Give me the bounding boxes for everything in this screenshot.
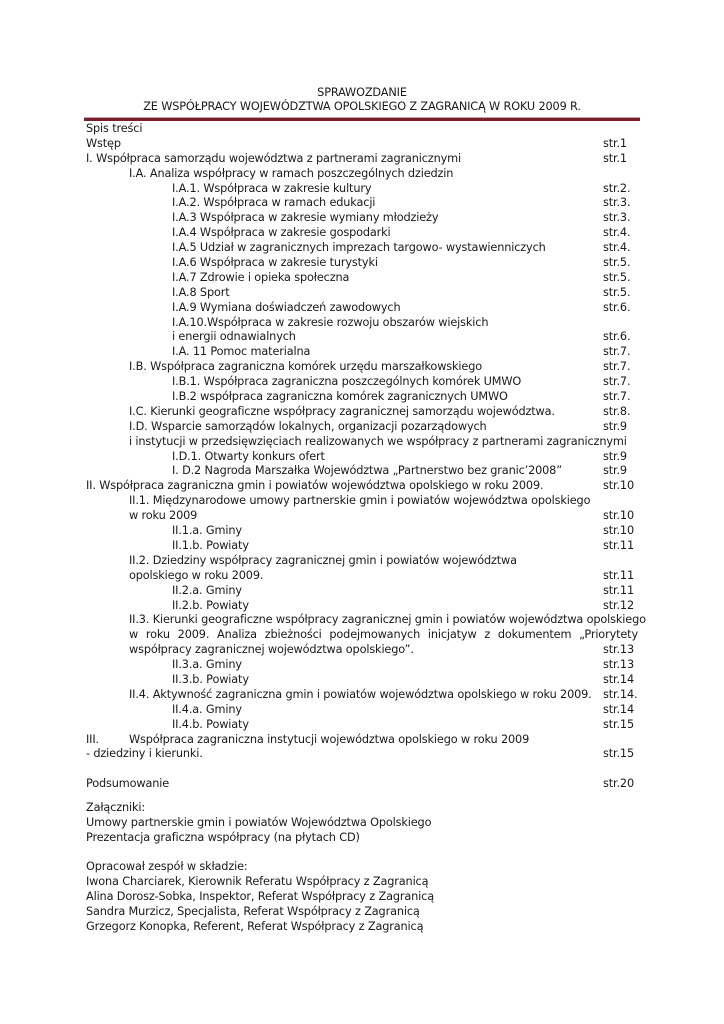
toc-item: I.B. Współpraca zagraniczna komórek urzędu marszałkowskiego str.7. [129,360,631,374]
toc-item: II.4.b. Powiaty str.15 [172,717,634,731]
toc-item: II.3.b. Powiaty str.14 [172,672,634,686]
toc-item: Wstęp str.1 [86,136,627,150]
toc-item: I.A.8 Sport str.5. [172,285,631,299]
team-heading: Opracował zespół w składzie: [86,860,248,873]
table-of-contents [0,122,724,792]
toc-item: II.1.a. Gminy str.10 [172,524,634,538]
toc-item: I.B.1. Współpraca zagraniczna poszczególnych komórek UMWO str.7. [172,375,631,389]
toc-item: II.3.a. Gminy str.13 [172,658,634,672]
toc-item: I.B.2 współpraca zagraniczna komórek zagranicznych UMWO str.7. [172,390,631,404]
team-member: Sandra Murzicz, Specjalista, Referat Współpracy z Zagranicą [86,904,420,918]
toc-item: i energii odnawialnych str.6. [172,330,631,344]
attachment-item: Prezentacja graficzna współpracy (na płytach CD) [86,830,360,844]
toc-item: II.4. Aktywność zagraniczna gmin i powiatów województwa opolskiego w roku 2009. str.14. [129,687,638,701]
toc-item: I.A.6 Współpraca w zakresie turystyki str.5. [172,256,631,270]
attachment-item: Umowy partnerskie gmin i powiatów Województwa Opolskiego [86,815,432,829]
title-divider [84,117,640,121]
toc-item: I.A. Analiza współpracy w ramach poszczególnych dziedzin [129,166,454,180]
toc-heading: Spis treści [86,122,143,135]
toc-item: II.1.b. Powiaty str.11 [172,538,634,552]
toc-item: I.A.3 Współpraca w zakresie wymiany młodzieży str.3. [172,211,631,225]
team-member: Grzegorz Konopka, Referent, Referat Współpracy z Zagranicą [86,919,424,933]
attachments-heading: Załączniki: [86,801,146,814]
toc-item: I.A.7 Zdrowie i opieka społeczna str.5. [172,270,631,284]
toc-item: II.4.a. Gminy str.14 [172,702,634,716]
toc-item: II.2. Dziedziny współpracy zagranicznej gmin i powiatów województwa [129,553,517,567]
toc-item: I.A.1. Współpraca w zakresie kultury str.2. [172,181,631,195]
toc-item: II.2.b. Powiaty str.12 [172,598,634,612]
report-title: SPRAWOZDANIE [317,86,407,99]
toc-item: w roku 2009. Analiza zbieżności podejmowanych inicjatyw z dokumentem „Priorytety [129,628,638,642]
toc-item: Podsumowanie str.20 [86,777,634,791]
toc-item: I.A. 11 Pomoc materialna str.7. [172,345,631,359]
toc-item: I. Współpraca samorządu województwa z partnerami zagranicznymi str.1 [86,151,627,165]
toc-item: I.D.1. Otwarty konkurs ofert str.9 [172,449,627,463]
toc-item: II.1. Międzynarodowe umowy partnerskie gmin i powiatów województwa opolskiego [129,494,591,508]
toc-item: III. Współpraca zagraniczna instytucji województwa opolskiego w roku 2009 [86,732,530,746]
team-section [86,860,434,934]
toc-item: I.A.10.Współpraca w zakresie rozwoju obszarów wiejskich [172,315,489,329]
toc-item: I.A.4 Współpraca w zakresie gospodarki str.4. [172,226,631,240]
toc-item: i instytucji w przedsięwzięciach realizowanych we współpracy z partnerami zagranicznymi [129,434,627,448]
toc-item: współpracy zagranicznej województwa opolskiego”. str.13 [129,643,634,657]
toc-item: II.3. Kierunki geograficzne współpracy zagranicznej gmin i powiatów województwa opolskiego [129,613,646,627]
toc-item: I.A.5 Udział w zagranicznych imprezach targowo- wystawienniczych str.4. [172,241,631,255]
toc-item: w roku 2009 str.10 [129,509,634,523]
toc-item: I. D.2 Nagroda Marszałka Województwa „Partnerstwo bez granic’2008” str.9 [172,464,627,478]
team-member: Iwona Charciarek, Kierownik Referatu Współpracy z Zagranicą [86,874,429,888]
toc-item: I.A.2. Współpraca w ramach edukacji str.3. [172,196,631,210]
team-member: Alina Dorosz-Sobka, Inspektor, Referat Współpracy z Zagranicą [86,889,434,903]
toc-item: II.2.a. Gminy str.11 [172,583,634,597]
report-subtitle: ZE WSPÓŁPRACY WOJEWÓDZTWA OPOLSKIEGO Z ZAGRANICĄ W ROKU 2009 R. [143,100,581,113]
toc-item: I.D. Wsparcie samorządów lokalnych, organizacji pozarządowych str.9 [129,419,627,433]
toc-item: I.A.9 Wymiana doświadczeń zawodowych str.6. [172,300,631,314]
toc-item: opolskiego w roku 2009. str.11 [129,568,634,582]
toc-item: II. Współpraca zagraniczna gmin i powiatów województwa opolskiego w roku 2009. str.10 [86,479,634,493]
toc-item: I.C. Kierunki geograficzne współpracy zagranicznej samorządu województwa. str.8. [129,404,631,418]
attachments-section [86,801,431,846]
toc-item: - dziedziny i kierunki. str.15 [86,747,634,761]
